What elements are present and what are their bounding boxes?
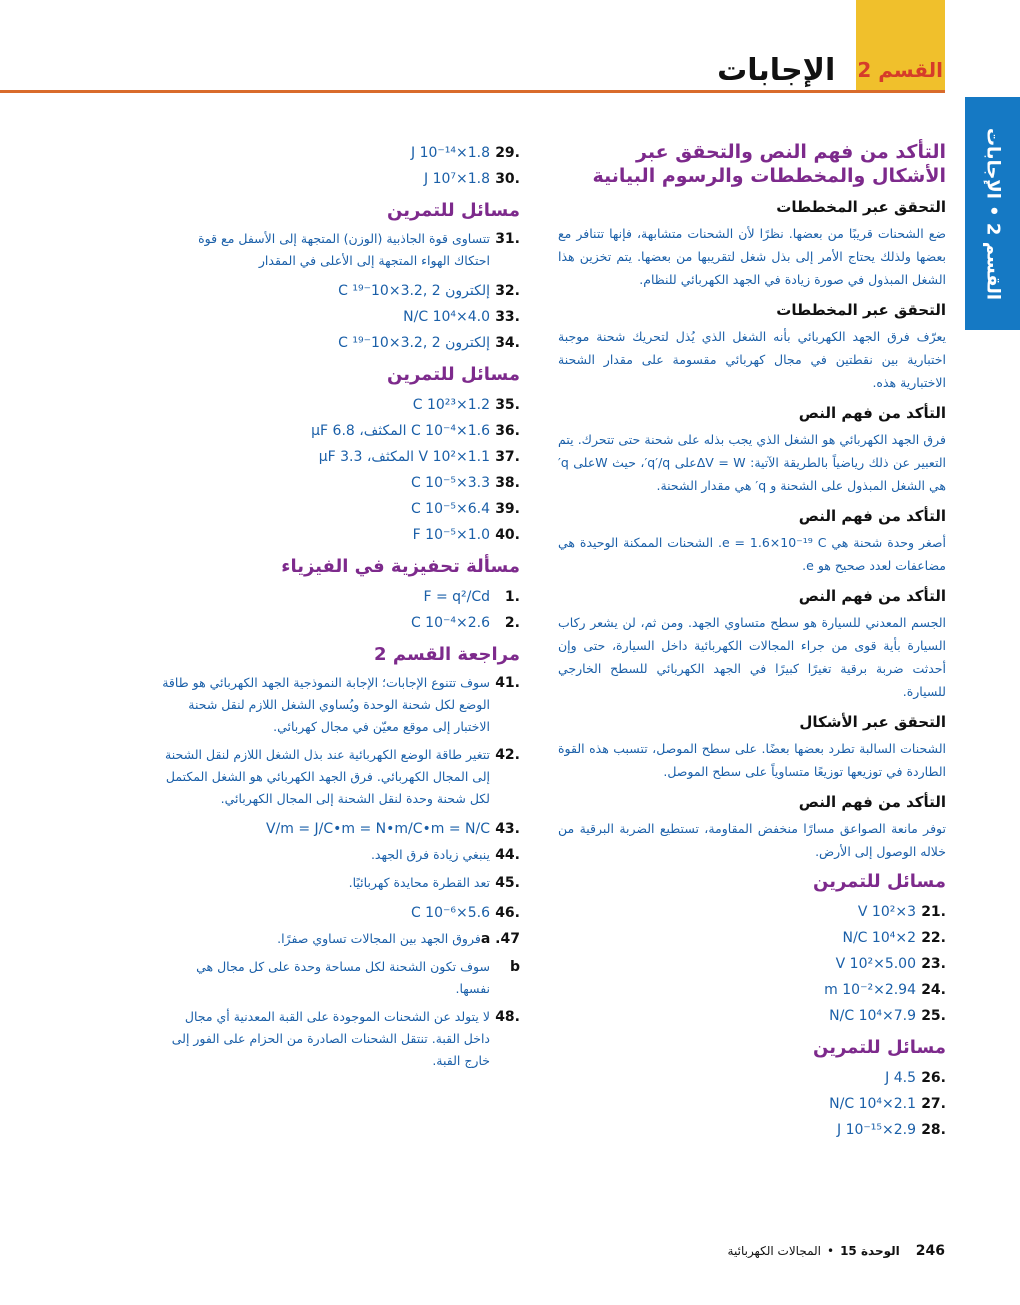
answer-item — [558, 1117, 946, 1143]
answer-value: 3×10² V — [857, 904, 916, 920]
answer-item — [160, 900, 520, 926]
answer-number: .40 — [495, 527, 520, 543]
answer-item — [160, 392, 520, 418]
answer-number: .42 — [495, 747, 520, 763]
side-tab — [965, 97, 1020, 330]
block-heading: التأكد من فهم النص — [798, 404, 946, 422]
answer-item — [558, 951, 946, 977]
block-heading: التأكد من فهم النص — [798, 793, 946, 811]
answer-number: .48 — [495, 1009, 520, 1025]
answer-value: إلكترون 2 ,3.2×10⁻¹⁹ C — [338, 283, 490, 299]
answer-number: .41 — [495, 675, 520, 691]
answer-number: .25 — [921, 1008, 946, 1024]
answer-item — [160, 956, 520, 1000]
left-column — [160, 140, 520, 1078]
answer-item — [160, 470, 520, 496]
block-text: أصغر وحدة شحنة هي e = 1.6×10⁻¹⁹ C. الشحنات الممكنة الوحيدة هي مضاعفات لعدد صحيح هو e. — [558, 535, 946, 573]
answer-number: .21 — [921, 904, 946, 920]
answer-number: .31 — [495, 231, 520, 247]
answer-number: .26 — [921, 1070, 946, 1086]
answer-value: 1.2×10²³ C — [412, 397, 490, 413]
answer-item — [558, 1065, 946, 1091]
answer-item — [160, 928, 520, 950]
answer-number: .22 — [921, 930, 946, 946]
answer-number: .39 — [495, 501, 520, 517]
answer-value: ينبغي زيادة فرق الجهد. — [370, 847, 490, 862]
answer-number: .44 — [495, 847, 520, 863]
review-heading: مراجعة القسم 2 — [374, 644, 520, 665]
block-heading: التأكد من فهم النص — [798, 587, 946, 605]
answer-item — [160, 278, 520, 304]
answer-item — [160, 228, 520, 272]
answer-item — [160, 496, 520, 522]
answer-value: 1.6×10⁻⁴ C المكثف، 6.8 μF — [311, 423, 490, 439]
answer-value: 1.8×10⁷ J — [423, 171, 490, 187]
answer-value: فروق الجهد بين المجالات تساوي صفرًا. — [277, 931, 481, 946]
answer-number: .34 — [495, 335, 520, 351]
answer-number: .46 — [495, 905, 520, 921]
answer-value: 1.8×10⁻¹⁴ J — [410, 145, 490, 161]
answer-number: .28 — [921, 1122, 946, 1138]
answer-value: 4.5 J — [885, 1070, 916, 1086]
block-heading: التحقق عبر المخططات — [776, 198, 946, 216]
answer-item — [160, 304, 520, 330]
practice-heading: مسائل للتمرين — [813, 871, 946, 892]
block-heading: التأكد من فهم النص — [798, 507, 946, 525]
answer-value: سوف تتنوع الإجابات؛ الإجابة النموذجية الجهد الكهربائي هو طاقة الوضع لكل شحنة الوحدة ويُساوي الشغل اللازم لنقل شحنة الاختبار إلى موقع معيّن في مجال كهربائي. — [162, 675, 490, 734]
answer-value: 2.9×10⁻¹⁵ J — [836, 1122, 916, 1138]
answer-item — [558, 925, 946, 951]
answer-item — [160, 584, 520, 610]
chapter-title: المجالات الكهربائية — [727, 1244, 821, 1258]
block-text: توفر مانعة الصواعق مسارًا منخفض المقاومة، تستطيع الضربة البرقية من خلاله الوصول إلى الأرض. — [558, 821, 946, 859]
right-column — [558, 140, 946, 1143]
answer-value: 5.00×10² V — [835, 956, 916, 972]
answer-item — [160, 166, 520, 192]
block-text: ضع الشحنات قريبًا من بعضها. نظرًا لأن الشحنات متشابهة، فإنها تتنافر مع بعضها ولذلك يحتاج الأمر إلى بذل شغل لتقريبها من بعضها. يتم تخزين هذا الشغل المبذول في صورة زيادة في الجهد الكهربائي للنظام. — [558, 226, 946, 287]
block-text: يعرّف فرق الجهد الكهربائي بأنه الشغل الذي يُذل لتحريك شحنة موجبة اختبارية بين نقطتين في مجال كهربائي مقسومة على مقدار الشحنة الاختبارية هذه. — [558, 329, 946, 390]
answer-number: .27 — [921, 1096, 946, 1112]
practice-heading: مسائل للتمرين — [387, 200, 520, 221]
answer-item — [160, 140, 520, 166]
answer-value: تعد القطرة محايدة كهربائيًا. — [348, 875, 490, 890]
answer-value: 2.6×10⁻⁴ C — [410, 615, 490, 631]
answer-item — [160, 330, 520, 356]
right-column-title: التأكد من فهم النص والتحقق عبر الأشكال والمخططات والرسوم البيانية — [592, 141, 946, 187]
answer-item — [160, 444, 520, 470]
answer-item — [160, 610, 520, 636]
answer-value: 2.1×10⁴ N/C — [829, 1096, 916, 1112]
answer-number: .24 — [921, 982, 946, 998]
answer-value: 5.6×10⁻⁶ C — [410, 905, 490, 921]
practice-heading: مسائل للتمرين — [813, 1037, 946, 1058]
answer-value: تتغير طاقة الوضع الكهربائية عند بذل الشغل اللازم لنقل الشحنة إلى المجال الكهربائي. فرق الجهد الكهربائي هو الشغل المكتمل لكل شحنة وحدة لنقل الشحنة إلى المجال الكهربائي. — [165, 747, 490, 806]
content-block — [558, 585, 946, 703]
answer-value: 4.0×10⁴ N/C — [403, 309, 490, 325]
content-block — [558, 299, 946, 394]
answer-value: 7.9×10⁴ N/C — [829, 1008, 916, 1024]
answer-value: V/m = J/C•m = N•m/C•m = N/C — [265, 821, 490, 837]
answer-number: .2 — [504, 615, 520, 631]
content-block — [558, 402, 946, 497]
answer-number: .32 — [495, 283, 520, 299]
answer-number: .37 — [495, 449, 520, 465]
answer-value: 2×10⁴ N/C — [842, 930, 916, 946]
answer-item — [160, 1006, 520, 1072]
unit-label: الوحدة 15 — [840, 1244, 900, 1258]
answer-number: .30 — [495, 171, 520, 187]
answer-number: .36 — [495, 423, 520, 439]
footer-bullet: • — [827, 1244, 835, 1258]
content-block — [558, 505, 946, 577]
answer-item — [160, 816, 520, 842]
answer-value: 1.1×10² V المكثف، 3.3 μF — [318, 449, 490, 465]
challenge-heading: مسألة تحفيزية في الفيزياء — [281, 556, 520, 577]
answer-item — [558, 1091, 946, 1117]
answer-value: F = q²/Cd — [423, 589, 490, 605]
answer-item — [558, 899, 946, 925]
page-footer — [728, 1243, 945, 1259]
answer-value: تتساوى قوة الجاذبية (الوزن) المتجهة إلى الأسفل مع قوة احتكاك الهواء المتجهة إلى الأعلى في المقدار — [198, 231, 490, 268]
practice-heading: مسائل للتمرين — [387, 364, 520, 385]
answer-number: .45 — [495, 875, 520, 891]
answer-number: .29 — [495, 145, 520, 161]
block-text: الشحنات السالبة تطرد بعضها بعضًا. على سطح الموصل، تتسبب هذه القوة الطاردة في توزيعها توزيعًا متساوياً على سطح الموصل. — [558, 741, 946, 779]
page-title: الإجابات — [717, 52, 836, 88]
block-heading: التحقق عبر الأشكال — [799, 713, 946, 731]
answer-item — [160, 872, 520, 894]
content-block — [558, 791, 946, 863]
answer-item — [160, 744, 520, 810]
content-block — [558, 711, 946, 783]
answer-item — [160, 522, 520, 548]
block-text: فرق الجهد الكهربائي هو الشغل الذي يجب بذله على شحنة حتى تتحرك. يتم التعبير عن ذلك رياضياً بالطريقة الآتية: ΔV = Wعلى q′/q′، حيث Wعلى q′ هي الشغل المبذول على الشحنة و q′ هي مقدار الشحنة. — [558, 432, 946, 493]
answer-value: لا يتولد عن الشحنات الموجودة على القبة المعدنية أي مجال داخل القبة. تنتقل الشحنات الصادرة من الحزام على الفور إلى خارج القبة. — [171, 1009, 490, 1068]
content-block — [558, 196, 946, 291]
answer-value: 6.4×10⁻⁵ C — [410, 501, 490, 517]
answer-value: إلكترون 2 ,3.2×10⁻¹⁹ C — [338, 335, 490, 351]
answer-value: 2.94×10⁻² m — [824, 982, 916, 998]
answer-value: 1.0×10⁻⁵ F — [412, 527, 490, 543]
answer-number: .23 — [921, 956, 946, 972]
page-header — [717, 50, 943, 90]
answer-item — [160, 418, 520, 444]
block-heading: التحقق عبر المخططات — [776, 301, 946, 319]
answer-value: سوف تكون الشحنة لكل مساحة وحدة على كل مجال هي نفسها. — [196, 959, 490, 996]
answer-number: .43 — [495, 821, 520, 837]
answer-item — [160, 844, 520, 866]
answer-number: .33 — [495, 309, 520, 325]
section-label: القسم 2 — [857, 58, 943, 82]
answer-number: .1 — [504, 589, 520, 605]
block-text: الجسم المعدني للسيارة هو سطح متساوي الجهد. ومن ثم، لن يشعر ركاب السيارة بأية قوى من جراء المجالات الكهربائية داخل السيارة، حتى وإن أحدثت ضربة برقية تغيرًا كبيرًا في الجهد الكهربائي للسطح الخارجي للسيارة. — [558, 615, 946, 699]
answer-number: b — [509, 959, 520, 975]
answer-number: .35 — [495, 397, 520, 413]
answer-value: 3.3×10⁻⁵ C — [410, 475, 490, 491]
answer-item — [160, 672, 520, 738]
answer-item — [558, 1003, 946, 1029]
answer-number: .38 — [495, 475, 520, 491]
header-divider — [0, 90, 945, 93]
answer-number: 47. a — [480, 931, 520, 947]
side-tab-label: القسم 2 • الإجابات — [982, 127, 1003, 300]
page-number: 246 — [915, 1243, 945, 1259]
answer-item — [558, 977, 946, 1003]
